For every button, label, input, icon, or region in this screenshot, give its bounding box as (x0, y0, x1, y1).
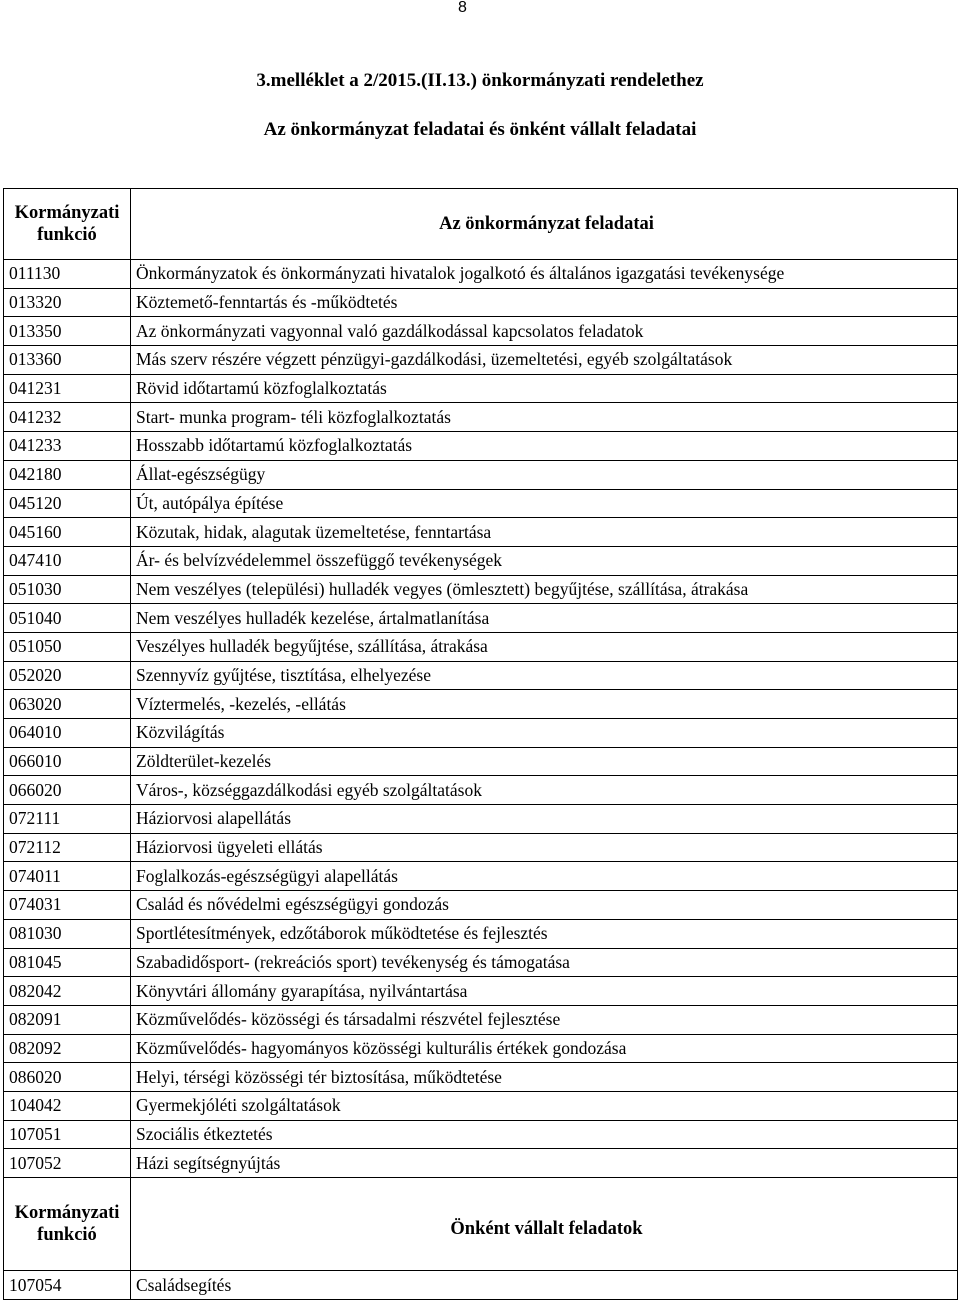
header-task-cell: Az önkormányzat feladatai (131, 189, 958, 260)
function-code: 041231 (4, 374, 131, 403)
header-code-line1: Kormányzati (14, 1203, 120, 1223)
function-description: Családsegítés (131, 1271, 958, 1300)
header-code-line2: funkció (37, 225, 97, 245)
function-code: 072112 (4, 833, 131, 862)
function-code: 082091 (4, 1005, 131, 1034)
table-row (4, 747, 958, 776)
function-code: 104042 (4, 1091, 131, 1120)
function-code: 082042 (4, 977, 131, 1006)
function-description: Zöldterület-kezelés (131, 747, 958, 776)
function-code: 047410 (4, 546, 131, 575)
function-description: Ár- és belvízvédelemmel összefüggő tevékenységek (131, 546, 958, 575)
function-description: Háziorvosi alapellátás (131, 805, 958, 834)
function-code: 107052 (4, 1149, 131, 1178)
table-row (4, 862, 958, 891)
header-voluntary-cell: Önként vállalt feladatok (131, 1178, 958, 1271)
function-description: Az önkormányzati vagyonnal való gazdálkodással kapcsolatos feladatok (131, 317, 958, 346)
function-code: 081045 (4, 948, 131, 977)
function-code: 041233 (4, 432, 131, 461)
function-code: 013320 (4, 288, 131, 317)
table-row (4, 260, 958, 289)
function-description: Köztemető-fenntartás és -működtetés (131, 288, 958, 317)
function-description: Szennyvíz gyűjtése, tisztítása, elhelyezése (131, 661, 958, 690)
function-code: 051030 (4, 575, 131, 604)
function-description: Út, autópálya építése (131, 489, 958, 518)
header-code-cell (4, 1178, 131, 1271)
function-code: 045160 (4, 518, 131, 547)
function-description: Háziorvosi ügyeleti ellátás (131, 833, 958, 862)
function-code: 107051 (4, 1120, 131, 1149)
table-row (4, 317, 958, 346)
table-row (4, 1063, 958, 1092)
table-row (4, 919, 958, 948)
table-row (4, 604, 958, 633)
function-code: 086020 (4, 1063, 131, 1092)
function-description: Nem veszélyes (települési) hulladék vegyes (ömlesztett) begyűjtése, szállítása, átrakása (131, 575, 958, 604)
page-number: 8 (458, 0, 467, 16)
table-row (4, 948, 958, 977)
function-code: 063020 (4, 690, 131, 719)
document-heading: 3.melléklet a 2/2015.(II.13.) önkormányzati rendelethez (256, 70, 704, 91)
function-code: 066020 (4, 776, 131, 805)
table-row (4, 1120, 958, 1149)
function-code: 045120 (4, 489, 131, 518)
function-description: Rövid időtartamú közfoglalkoztatás (131, 374, 958, 403)
table-row (4, 1149, 958, 1178)
table-row (4, 346, 958, 375)
header-code-line1: Kormányzati (14, 203, 120, 223)
function-code: 052020 (4, 661, 131, 690)
function-description: Gyermekjóléti szolgáltatások (131, 1091, 958, 1120)
table-row (4, 489, 958, 518)
function-description: Víztermelés, -kezelés, -ellátás (131, 690, 958, 719)
table-row (4, 776, 958, 805)
function-code: 011130 (4, 260, 131, 289)
table-row (4, 1271, 958, 1300)
table-row (4, 1091, 958, 1120)
function-description: Foglalkozás-egészségügyi alapellátás (131, 862, 958, 891)
function-description: Közművelődés- közösségi és társadalmi részvétel fejlesztése (131, 1005, 958, 1034)
table-row (4, 833, 958, 862)
function-code: 013350 (4, 317, 131, 346)
table-row (4, 374, 958, 403)
function-code: 066010 (4, 747, 131, 776)
header-code-cell (4, 189, 131, 260)
function-code: 074031 (4, 891, 131, 920)
table-row (4, 719, 958, 748)
table-row (4, 805, 958, 834)
function-description: Hosszabb időtartamú közfoglalkoztatás (131, 432, 958, 461)
function-description: Család és nővédelmi egészségügyi gondozás (131, 891, 958, 920)
table-row (4, 1005, 958, 1034)
function-description: Szabadidősport- (rekreációs sport) tevékenység és támogatása (131, 948, 958, 977)
function-description: Sportlétesítmények, edzőtáborok működtetése és fejlesztés (131, 919, 958, 948)
function-description: Közművelődés- hagyományos közösségi kulturális értékek gondozása (131, 1034, 958, 1063)
function-description: Állat-egészségügy (131, 460, 958, 489)
function-code: 013360 (4, 346, 131, 375)
function-code: 107054 (4, 1271, 131, 1300)
function-code: 074011 (4, 862, 131, 891)
function-code: 082092 (4, 1034, 131, 1063)
functions-table (3, 188, 958, 1300)
function-code: 051050 (4, 632, 131, 661)
function-description: Szociális étkeztetés (131, 1120, 958, 1149)
table-row (4, 518, 958, 547)
function-description: Közutak, hidak, alagutak üzemeltetése, fenntartása (131, 518, 958, 547)
function-code: 041232 (4, 403, 131, 432)
table-row (4, 432, 958, 461)
table-header-row (4, 189, 958, 260)
table-row (4, 288, 958, 317)
table-row (4, 632, 958, 661)
function-description: Helyi, térségi közösségi tér biztosítása, működtetése (131, 1063, 958, 1092)
header-code-line2: funkció (37, 1225, 97, 1245)
function-description: Veszélyes hulladék begyűjtése, szállítása, átrakása (131, 632, 958, 661)
function-description: Házi segítségnyújtás (131, 1149, 958, 1178)
function-code: 051040 (4, 604, 131, 633)
table-row (4, 1034, 958, 1063)
table-header-row-voluntary (4, 1178, 958, 1271)
function-description: Város-, községgazdálkodási egyéb szolgáltatások (131, 776, 958, 805)
function-code: 072111 (4, 805, 131, 834)
function-description: Könyvtári állomány gyarapítása, nyilvántartása (131, 977, 958, 1006)
table-row (4, 403, 958, 432)
document-subheading: Az önkormányzat feladatai és önként vállalt feladatai (263, 119, 697, 140)
function-code: 064010 (4, 719, 131, 748)
function-code: 081030 (4, 919, 131, 948)
function-code: 042180 (4, 460, 131, 489)
table-row (4, 977, 958, 1006)
function-description: Start- munka program- téli közfoglalkoztatás (131, 403, 958, 432)
function-description: Más szerv részére végzett pénzügyi-gazdálkodási, üzemeltetési, egyéb szolgáltatások (131, 346, 958, 375)
function-description: Közvilágítás (131, 719, 958, 748)
table-row (4, 661, 958, 690)
table-row (4, 460, 958, 489)
table-row (4, 575, 958, 604)
table-row (4, 690, 958, 719)
table-row (4, 546, 958, 575)
function-description: Önkormányzatok és önkormányzati hivatalok jogalkotó és általános igazgatási tevékenysége (131, 260, 958, 289)
function-description: Nem veszélyes hulladék kezelése, ártalmatlanítása (131, 604, 958, 633)
table-row (4, 891, 958, 920)
functions-table-body (4, 189, 958, 1300)
